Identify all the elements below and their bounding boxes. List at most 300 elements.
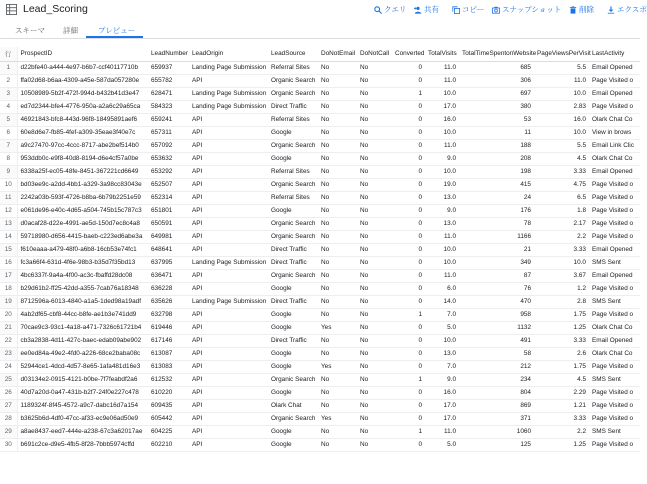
cell-last-activity: Page Visited o <box>589 386 640 399</box>
cell-prospect-id: 4ab2df65-cbf8-44cc-b8fe-ae1b3e741dd9 <box>17 308 148 321</box>
table-row <box>0 204 640 217</box>
cell-page-views-per-visit: 5.5 <box>534 139 589 152</box>
cell-total-time-spent: 685 <box>459 61 534 74</box>
cell-last-activity: SMS Sent <box>589 373 640 386</box>
cell-lead-origin: Landing Page Submission <box>189 295 268 308</box>
cell-lead-source: Google <box>268 321 318 334</box>
cell-page-views-per-visit: 1.75 <box>534 360 589 373</box>
table-row <box>0 360 640 373</box>
toolbar <box>0 4 647 18</box>
cell-converted: 0 <box>392 256 425 269</box>
cell-row-number: 29 <box>0 425 17 438</box>
cell-last-activity: Email Opened <box>589 165 640 178</box>
cell-do-not-call: No <box>357 230 392 243</box>
cell-lead-source: Direct Traffic <box>268 100 318 113</box>
cell-converted: 0 <box>392 269 425 282</box>
cell-lead-source: Google <box>268 282 318 295</box>
cell-lead-source: Direct Traffic <box>268 256 318 269</box>
table-row <box>0 230 640 243</box>
table-row <box>0 243 640 256</box>
cell-lead-source: Google <box>268 204 318 217</box>
table-row <box>0 295 640 308</box>
cell-row-number: 24 <box>0 360 17 373</box>
cell-do-not-call: No <box>357 191 392 204</box>
table-row <box>0 152 640 165</box>
cell-do-not-call: No <box>357 61 392 74</box>
cell-do-not-call: No <box>357 113 392 126</box>
cell-last-activity: Page Visited o <box>589 217 640 230</box>
cell-prospect-id: cb3a2838-4d11-427c-baec-edab09abe902 <box>17 334 148 347</box>
cell-total-visits: 13.0 <box>425 347 459 360</box>
table-row <box>0 386 640 399</box>
cell-lead-number: 655782 <box>148 74 189 87</box>
cell-lead-origin: API <box>189 334 268 347</box>
column-header-converted: Converted <box>392 47 425 61</box>
cell-prospect-id: a9c27470-97cc-4ccc-8717-abe2bef514b0 <box>17 139 148 152</box>
table-row <box>0 334 640 347</box>
cell-lead-source: Referral Sites <box>268 191 318 204</box>
cell-total-time-spent: 176 <box>459 204 534 217</box>
cell-lead-source: Google <box>268 386 318 399</box>
table-row <box>0 399 640 412</box>
cell-prospect-id: 52944ce1-4dcd-4d57-8e65-1afa481d16e3 <box>17 360 148 373</box>
table-row <box>0 373 640 386</box>
cell-lead-origin: API <box>189 243 268 256</box>
table-row <box>0 269 640 282</box>
cell-page-views-per-visit: 1.8 <box>534 204 589 217</box>
cell-converted: 0 <box>392 139 425 152</box>
table-row <box>0 178 640 191</box>
cell-converted: 0 <box>392 243 425 256</box>
cell-last-activity: Olark Chat Co <box>589 347 640 360</box>
cell-total-time-spent: 53 <box>459 113 534 126</box>
cell-lead-source: Referral Sites <box>268 165 318 178</box>
cell-row-number: 27 <box>0 399 17 412</box>
cell-row-number: 26 <box>0 386 17 399</box>
cell-lead-source: Referral Sites <box>268 113 318 126</box>
active-tab-indicator <box>86 36 143 38</box>
table-row <box>0 308 640 321</box>
cell-total-visits: 10.0 <box>425 126 459 139</box>
table-row <box>0 217 640 230</box>
cell-do-not-email: No <box>318 165 357 178</box>
cell-total-visits: 10.0 <box>425 256 459 269</box>
cell-page-views-per-visit: 1.21 <box>534 399 589 412</box>
cell-lead-number: 632798 <box>148 308 189 321</box>
cell-total-time-spent: 58 <box>459 347 534 360</box>
cell-converted: 0 <box>392 152 425 165</box>
cell-lead-source: Organic Search <box>268 230 318 243</box>
cell-lead-source: Google <box>268 360 318 373</box>
table-row <box>0 191 640 204</box>
cell-page-views-per-visit: 16.0 <box>534 113 589 126</box>
preview-table <box>0 47 640 484</box>
cell-lead-source: Google <box>268 152 318 165</box>
cell-total-time-spent: 349 <box>459 256 534 269</box>
cell-lead-number: 636228 <box>148 282 189 295</box>
delete-button[interactable] <box>569 4 594 15</box>
column-header-row-number: 行 <box>0 47 17 61</box>
cell-lead-source: Organic Search <box>268 412 318 425</box>
cell-lead-number: 652507 <box>148 178 189 191</box>
cell-total-time-spent: 78 <box>459 217 534 230</box>
cell-lead-source: Google <box>268 438 318 451</box>
cell-total-visits: 13.0 <box>425 217 459 230</box>
cell-row-number: 18 <box>0 282 17 295</box>
cell-lead-origin: API <box>189 373 268 386</box>
cell-lead-number: 604225 <box>148 425 189 438</box>
cell-last-activity: Email Opened <box>589 334 640 347</box>
cell-do-not-email: No <box>318 282 357 295</box>
cell-prospect-id: d22bfe40-a444-4e97-b6b7-ccf40117710b <box>17 61 148 74</box>
cell-converted: 0 <box>392 191 425 204</box>
cell-lead-origin: API <box>189 230 268 243</box>
cell-page-views-per-visit: 2.6 <box>534 347 589 360</box>
cell-prospect-id: f610eaaa-a479-48f0-a6b8-16cb53e74fc1 <box>17 243 148 256</box>
cell-converted: 0 <box>392 334 425 347</box>
cell-row-number: 4 <box>0 100 17 113</box>
export-label: エクスポ <box>617 5 647 14</box>
cell-do-not-email: No <box>318 438 357 451</box>
cell-do-not-call: No <box>357 178 392 191</box>
cell-total-time-spent: 380 <box>459 100 534 113</box>
cell-lead-number: 650591 <box>148 217 189 230</box>
cell-lead-origin: API <box>189 126 268 139</box>
cell-row-number: 28 <box>0 412 17 425</box>
cell-lead-origin: API <box>189 139 268 152</box>
cell-converted: 0 <box>392 412 425 425</box>
cell-do-not-call: No <box>357 321 392 334</box>
column-header-lead-number: LeadNumber <box>148 47 189 61</box>
column-header-page-views-per-visit: PageViewsPerVisit <box>534 47 589 61</box>
cell-converted: 0 <box>392 399 425 412</box>
cell-do-not-call: No <box>357 386 392 399</box>
cell-do-not-email: No <box>318 113 357 126</box>
cell-lead-source: Organic Search <box>268 373 318 386</box>
cell-converted: 1 <box>392 87 425 100</box>
cell-lead-number: 659937 <box>148 61 189 74</box>
cell-lead-source: Organic Search <box>268 178 318 191</box>
cell-total-visits: 5.0 <box>425 321 459 334</box>
column-header-lead-source: LeadSource <box>268 47 318 61</box>
cell-last-activity: View in brows <box>589 126 640 139</box>
cell-total-visits: 5.0 <box>425 438 459 451</box>
cell-converted: 0 <box>392 61 425 74</box>
share-button[interactable] <box>414 4 439 15</box>
cell-converted: 0 <box>392 438 425 451</box>
cell-total-visits: 16.0 <box>425 113 459 126</box>
cell-total-time-spent: 415 <box>459 178 534 191</box>
column-header-total-time-spent: TotalTimeSpentonWebsite <box>459 47 534 61</box>
cell-do-not-call: No <box>357 204 392 217</box>
snapshot-label: スナップショット <box>502 5 562 14</box>
cell-page-views-per-visit: 3.33 <box>534 243 589 256</box>
cell-total-visits: 9.0 <box>425 152 459 165</box>
cell-lead-origin: Landing Page Submission <box>189 61 268 74</box>
tab-details[interactable]: 詳細 <box>63 26 78 35</box>
cell-last-activity: Page Visited o <box>589 360 640 373</box>
cell-lead-source: Google <box>268 308 318 321</box>
column-header-prospect-id: ProspectID <box>17 47 148 61</box>
cell-total-visits: 11.0 <box>425 61 459 74</box>
cell-lead-number: 612532 <box>148 373 189 386</box>
tab-preview[interactable]: プレビュー <box>98 26 136 35</box>
cell-converted: 0 <box>392 347 425 360</box>
cell-total-visits: 17.0 <box>425 412 459 425</box>
cell-do-not-email: No <box>318 373 357 386</box>
cell-do-not-email: No <box>318 295 357 308</box>
cell-row-number: 20 <box>0 308 17 321</box>
cell-row-number: 9 <box>0 165 17 178</box>
cell-converted: 0 <box>392 100 425 113</box>
cell-row-number: 21 <box>0 321 17 334</box>
cell-total-time-spent: 491 <box>459 334 534 347</box>
cell-converted: 0 <box>392 178 425 191</box>
cell-do-not-call: No <box>357 74 392 87</box>
cell-row-number: 15 <box>0 243 17 256</box>
cell-lead-origin: Landing Page Submission <box>189 256 268 269</box>
column-header-lead-origin: LeadOrigin <box>189 47 268 61</box>
cell-do-not-call: No <box>357 295 392 308</box>
cell-total-time-spent: 11 <box>459 126 534 139</box>
cell-lead-number: 619446 <box>148 321 189 334</box>
cell-total-visits: 10.0 <box>425 243 459 256</box>
cell-converted: 0 <box>392 386 425 399</box>
cell-total-visits: 10.0 <box>425 87 459 100</box>
cell-do-not-call: No <box>357 399 392 412</box>
cell-lead-source: Olark Chat <box>268 399 318 412</box>
cell-total-time-spent: 470 <box>459 295 534 308</box>
cell-total-visits: 19.0 <box>425 178 459 191</box>
cell-last-activity: Email Opened <box>589 61 640 74</box>
cell-total-visits: 17.0 <box>425 399 459 412</box>
cell-lead-origin: API <box>189 412 268 425</box>
cell-total-visits: 17.0 <box>425 100 459 113</box>
cell-last-activity: Olark Chat Co <box>589 113 640 126</box>
cell-do-not-call: No <box>357 308 392 321</box>
cell-page-views-per-visit: 10.0 <box>534 256 589 269</box>
column-header-do-not-email: DoNotEmail <box>318 47 357 61</box>
cell-do-not-email: No <box>318 100 357 113</box>
table-row <box>0 61 640 74</box>
cell-prospect-id: ee0ed84a-49e2-4fd0-a226-68ce2baba08c <box>17 347 148 360</box>
cell-lead-source: Google <box>268 425 318 438</box>
cell-lead-source: Organic Search <box>268 87 318 100</box>
cell-row-number: 3 <box>0 87 17 100</box>
cell-page-views-per-visit: 2.8 <box>534 295 589 308</box>
cell-total-time-spent: 212 <box>459 360 534 373</box>
cell-do-not-call: No <box>357 152 392 165</box>
table-body <box>0 61 640 451</box>
cell-do-not-email: No <box>318 126 357 139</box>
tab-schema[interactable]: スキーマ <box>15 26 45 35</box>
cell-last-activity: Page Visited o <box>589 204 640 217</box>
cell-total-visits: 11.0 <box>425 269 459 282</box>
cell-do-not-call: No <box>357 165 392 178</box>
table-row <box>0 74 640 87</box>
cell-last-activity: Page Visited o <box>589 74 640 87</box>
cell-row-number: 5 <box>0 113 17 126</box>
cell-last-activity: Page Visited o <box>589 230 640 243</box>
cell-converted: 0 <box>392 204 425 217</box>
cell-last-activity: Olark Chat Co <box>589 321 640 334</box>
cell-lead-origin: Landing Page Submission <box>189 87 268 100</box>
cell-lead-origin: API <box>189 191 268 204</box>
cell-page-views-per-visit: 1.75 <box>534 308 589 321</box>
cell-total-time-spent: 306 <box>459 74 534 87</box>
cell-lead-origin: API <box>189 152 268 165</box>
cell-total-visits: 7.0 <box>425 360 459 373</box>
cell-page-views-per-visit: 3.33 <box>534 165 589 178</box>
cell-lead-origin: API <box>189 308 268 321</box>
cell-lead-origin: API <box>189 360 268 373</box>
cell-total-time-spent: 87 <box>459 269 534 282</box>
cell-converted: 1 <box>392 373 425 386</box>
cell-page-views-per-visit: 2.83 <box>534 100 589 113</box>
cell-page-views-per-visit: 10.0 <box>534 126 589 139</box>
cell-page-views-per-visit: 4.5 <box>534 152 589 165</box>
cell-row-number: 30 <box>0 438 17 451</box>
cell-lead-number: 613087 <box>148 347 189 360</box>
cell-last-activity: SMS Sent <box>589 256 640 269</box>
cell-lead-origin: API <box>189 399 268 412</box>
cell-do-not-call: No <box>357 373 392 386</box>
copy-icon <box>452 6 460 14</box>
cell-do-not-call: No <box>357 334 392 347</box>
copy-label: コピー <box>462 5 485 14</box>
cell-total-visits: 9.0 <box>425 373 459 386</box>
cell-lead-source: Direct Traffic <box>268 334 318 347</box>
cell-prospect-id: 8712596a-6013-4840-a1a5-1ded98a19adf <box>17 295 148 308</box>
cell-lead-number: 652314 <box>148 191 189 204</box>
snapshot-button[interactable] <box>492 4 561 15</box>
cell-lead-source: Direct Traffic <box>268 295 318 308</box>
cell-lead-number: 605442 <box>148 412 189 425</box>
column-header-do-not-call: DoNotCall <box>357 47 392 61</box>
cell-page-views-per-visit: 5.5 <box>534 61 589 74</box>
cell-total-time-spent: 1132 <box>459 321 534 334</box>
cell-row-number: 13 <box>0 217 17 230</box>
cell-converted: 0 <box>392 295 425 308</box>
cell-row-number: 14 <box>0 230 17 243</box>
cell-total-visits: 13.0 <box>425 191 459 204</box>
cell-do-not-email: No <box>318 386 357 399</box>
cell-converted: 0 <box>392 282 425 295</box>
cell-lead-source: Organic Search <box>268 217 318 230</box>
cell-prospect-id: e061de96-e40c-4d65-a504-745b15c787c3 <box>17 204 148 217</box>
cell-last-activity: Page Visited o <box>589 438 640 451</box>
cell-prospect-id: a8ae8437-eed7-444e-a238-67c3a62017ae <box>17 425 148 438</box>
cell-lead-origin: API <box>189 282 268 295</box>
cell-converted: 0 <box>392 217 425 230</box>
cell-row-number: 25 <box>0 373 17 386</box>
cell-lead-number: 648641 <box>148 243 189 256</box>
camera-icon <box>492 6 500 14</box>
cell-do-not-email: No <box>318 399 357 412</box>
cell-prospect-id: 59718980-d656-4415-baeb-c223ed6abe3a <box>17 230 148 243</box>
cell-do-not-email: No <box>318 87 357 100</box>
cell-converted: 0 <box>392 360 425 373</box>
cell-prospect-id: 60e8d6e7-fb85-4fef-a309-35eae3f40e7c <box>17 126 148 139</box>
cell-prospect-id: 1189324f-8f45-4572-a9c7-dabc16d7a154 <box>17 399 148 412</box>
cell-total-time-spent: 1060 <box>459 425 534 438</box>
query-button[interactable] <box>374 4 406 15</box>
cell-row-number: 7 <box>0 139 17 152</box>
cell-last-activity: Email Opened <box>589 269 640 282</box>
export-button[interactable] <box>607 4 647 15</box>
cell-do-not-call: No <box>357 438 392 451</box>
cell-do-not-call: No <box>357 139 392 152</box>
cell-do-not-email: No <box>318 425 357 438</box>
table-row <box>0 100 640 113</box>
cell-converted: 0 <box>392 230 425 243</box>
cell-lead-number: 602210 <box>148 438 189 451</box>
cell-lead-origin: API <box>189 165 268 178</box>
cell-converted: 0 <box>392 321 425 334</box>
table-row <box>0 438 640 451</box>
cell-last-activity: Olark Chat Co <box>589 152 640 165</box>
cell-lead-origin: API <box>189 204 268 217</box>
cell-lead-number: 651801 <box>148 204 189 217</box>
cell-prospect-id: 10508989-5b2f-472f-994d-b432b41d3e47 <box>17 87 148 100</box>
cell-prospect-id: 4bc6337f-9a4a-4f00-ac3c-fbaffd28dc08 <box>17 269 148 282</box>
cell-prospect-id: 70cae9c3-93c1-4a18-a471-7326c61721b4 <box>17 321 148 334</box>
cell-prospect-id: fc3a66f4-631d-4f6e-98b3-b35d7f35bd13 <box>17 256 148 269</box>
cell-page-views-per-visit: 11.0 <box>534 74 589 87</box>
cell-prospect-id: d0acaf28-d22e-4991-ae5d-150d7ec8c4a8 <box>17 217 148 230</box>
cell-lead-origin: API <box>189 178 268 191</box>
cell-lead-number: 649981 <box>148 230 189 243</box>
cell-lead-number: 609435 <box>148 399 189 412</box>
cell-row-number: 8 <box>0 152 17 165</box>
share-label: 共有 <box>424 5 439 14</box>
cell-do-not-email: No <box>318 243 357 256</box>
cell-lead-origin: API <box>189 386 268 399</box>
cell-total-time-spent: 371 <box>459 412 534 425</box>
search-icon <box>374 6 382 14</box>
cell-last-activity: Page Visited o <box>589 282 640 295</box>
cell-row-number: 12 <box>0 204 17 217</box>
cell-last-activity: Page Visited o <box>589 412 640 425</box>
copy-button[interactable] <box>452 4 484 15</box>
cell-total-time-spent: 234 <box>459 373 534 386</box>
add-person-icon <box>414 6 422 14</box>
cell-converted: 0 <box>392 74 425 87</box>
cell-lead-source: Google <box>268 126 318 139</box>
cell-lead-number: 657311 <box>148 126 189 139</box>
cell-lead-source: Referral Sites <box>268 61 318 74</box>
cell-total-time-spent: 697 <box>459 87 534 100</box>
cell-row-number: 16 <box>0 256 17 269</box>
cell-do-not-email: No <box>318 269 357 282</box>
cell-row-number: 19 <box>0 295 17 308</box>
cell-do-not-email: No <box>318 204 357 217</box>
cell-lead-number: 628471 <box>148 87 189 100</box>
cell-do-not-call: No <box>357 256 392 269</box>
table-row <box>0 425 640 438</box>
cell-total-time-spent: 76 <box>459 282 534 295</box>
cell-do-not-email: No <box>318 230 357 243</box>
cell-converted: 0 <box>392 126 425 139</box>
cell-do-not-call: No <box>357 282 392 295</box>
cell-total-time-spent: 21 <box>459 243 534 256</box>
cell-page-views-per-visit: 4.5 <box>534 373 589 386</box>
cell-prospect-id: b691c2ce-d9e5-4fb5-8f28-7bbb5974cffd <box>17 438 148 451</box>
cell-prospect-id: bd03ee9c-a2dd-4bb1-a329-3a98cc83043e <box>17 178 148 191</box>
cell-total-visits: 11.0 <box>425 425 459 438</box>
cell-total-time-spent: 1166 <box>459 230 534 243</box>
cell-row-number: 17 <box>0 269 17 282</box>
